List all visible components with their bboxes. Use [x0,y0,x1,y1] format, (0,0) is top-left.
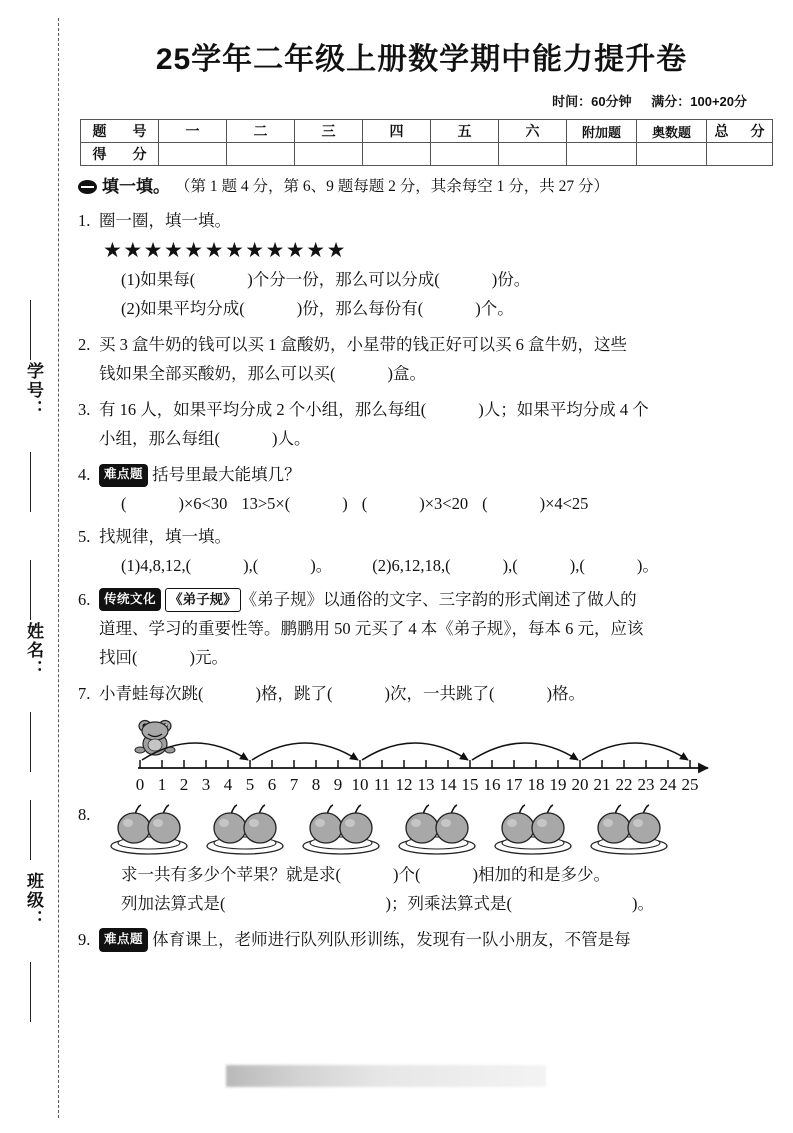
question-8-line-1c: )相加的和是多少。 [472,864,610,884]
sequence-1-end: )。 [310,556,333,576]
question-1-number: 1. [78,210,91,230]
question-7-line-1d: )格。 [546,683,585,703]
exam-meta [78,91,747,110]
question-4-number: 4. [78,465,91,485]
equation-4-pre: ( [482,494,488,514]
table-col-olympiad: 奥数题 [637,120,707,143]
score-cell-2[interactable] [227,143,295,166]
section-title: 填一填。 [102,177,170,196]
svg-text:14: 14 [439,774,457,794]
score-cell-olympiad[interactable] [637,143,707,166]
table-col-bonus: 附加题 [567,120,637,143]
question-3-line-2a: 小组，那么每组( [99,429,220,449]
svg-text:8: 8 [311,774,321,794]
table-rowhead-question: 题 号 [81,120,159,143]
question-3 [78,397,765,455]
score-cell-total[interactable] [707,143,773,166]
question-4-stem-row [99,462,765,488]
table-row-question-numbers [81,120,773,143]
equation-1-pre: ( [121,494,127,514]
question-2-line-2b: )盒。 [387,364,426,384]
questions-container [78,174,765,956]
question-2-line-2a: 钱如果全部买酸奶，那么可以买( [99,364,336,384]
question-1-sub-2-post: )个。 [475,298,514,318]
question-1-sub-2 [99,296,765,322]
question-8-number: 8. [78,804,91,824]
svg-text:5: 5 [245,774,255,794]
sequence-1-mid: ),( [243,556,259,576]
table-col-6: 六 [499,120,567,143]
svg-text:11: 11 [373,774,391,794]
question-3-line-1 [99,397,765,423]
score-table [80,119,773,166]
question-1-sub-2-label: (2) [121,298,141,318]
student-id-label: 学号： [24,362,43,419]
svg-text:15: 15 [461,774,479,794]
question-1-sub-1 [99,267,765,293]
question-3-number: 3. [78,400,91,420]
culture-badge: 传统文化 [99,588,161,611]
question-7 [78,681,765,710]
apple-plate-icon [487,802,579,856]
svg-text:7: 7 [289,774,299,794]
page-title: 25学年二年级上册数学期中能力提升卷 [155,43,688,76]
score-cell-1[interactable] [159,143,227,166]
redaction-bar [226,1065,546,1087]
svg-text:9: 9 [333,774,343,794]
svg-text:17: 17 [505,774,523,794]
sequence-2-mid1: ),( [502,556,518,576]
question-3-line-2 [99,426,765,452]
question-6-line-3b: )元。 [189,647,228,667]
question-6 [78,587,765,674]
table-col-5: 五 [431,120,499,143]
svg-text:25: 25 [681,774,699,794]
svg-text:10: 10 [351,774,369,794]
question-9-text: 体育课上，老师进行队列队形训练，发现有一队小朋友，不管是每 [152,929,631,949]
fold-dashed-line [58,18,59,1118]
equation-2-pre: 13>5×( [241,494,291,514]
question-6-line-2: 道理、学习的重要性等。鹏鹏用 50 元买了 4 本《弟子规》，每本 6 元，应该 [99,618,644,638]
question-3-line-2b: )人。 [272,429,311,449]
score-cell-4[interactable] [363,143,431,166]
question-7-number: 7. [78,683,91,703]
sequence-2 [372,553,659,579]
svg-text:13: 13 [417,774,435,794]
sequence-2-start: 6,12,18,( [391,556,451,576]
equation-1 [121,491,227,517]
svg-text:3: 3 [201,774,211,794]
question-6-text-1: 《弟子规》以通俗的文字、三字韵的形式阐述了做人的 [240,589,637,609]
svg-text:24: 24 [659,774,677,794]
sequence-2-mid2: ),( [569,556,585,576]
question-1-sub-1-pre: 如果每( [140,269,196,289]
svg-text:1: 1 [157,774,167,794]
apple-plate-icon [391,802,483,856]
question-9-line-1 [99,927,765,953]
svg-text:19: 19 [549,774,567,794]
question-4 [78,462,765,517]
student-name-label: 姓名： [24,622,43,679]
question-2 [78,332,765,390]
question-8-line-1a: 求一共有多少个苹果？就是求( [121,864,341,884]
equation-4 [482,491,588,517]
question-7-line-1a: 小青蛙每次跳( [99,683,204,703]
question-4-stem: 括号里最大能填几？ [152,465,301,485]
book-title-badge: 《弟子规》 [165,588,241,612]
difficulty-badge: 难点题 [99,928,148,951]
question-5-number: 5. [78,527,91,547]
question-1-sub-1-label: (1) [121,269,141,289]
difficulty-badge: 难点题 [99,464,148,487]
margin-rail [0,0,66,1133]
question-1-sub-2-mid: )份，那么每份有( [296,298,424,318]
question-8 [78,802,765,920]
rail-rule-top [30,300,31,360]
exam-sheet [66,0,793,1133]
question-6-line-1 [99,587,765,613]
time-limit: 时间：60分钟 [552,94,632,109]
apple-plates-figure [99,802,765,856]
score-cell-6[interactable] [499,143,567,166]
question-1 [78,208,765,325]
table-col-1: 一 [159,120,227,143]
apple-plate-icon [295,802,387,856]
table-col-total: 总 分 [707,120,773,143]
number-line [130,720,720,798]
svg-text:4: 4 [223,774,233,794]
svg-text:18: 18 [527,774,545,794]
section-marker-icon [78,180,97,194]
svg-text:20: 20 [571,774,589,794]
table-col-3: 三 [295,120,363,143]
sequence-1 [121,553,332,579]
question-3-line-1b: )人；如果平均分成 4 个 [478,400,649,420]
svg-text:23: 23 [637,774,655,794]
question-5-stem: 找规律，填一填。 [99,527,231,547]
score-cell-bonus[interactable] [567,143,637,166]
question-2-line-1: 买 3 盒牛奶的钱可以买 1 盒酸奶，小星带的钱正好可以买 6 盒牛奶，这些 [99,335,627,355]
class-label: 班级： [24,872,43,929]
equation-3 [362,491,468,517]
table-rowhead-score: 得 分 [81,143,159,166]
number-line-figure [130,714,720,800]
apple-plate-icon [103,802,195,856]
svg-text:21: 21 [593,774,611,794]
sequence-1-label: (1) [121,556,141,576]
svg-text:16: 16 [483,774,501,794]
sequence-2-label: (2) [372,556,392,576]
rail-rule-lower-mid [30,712,31,772]
equation-1-post: )×6<30 [178,494,228,514]
question-8-line-1b: )个( [393,864,421,884]
sequence-1-start: 4,8,12,( [140,556,192,576]
question-8-line-2 [99,891,765,917]
table-row-scores [81,143,773,166]
sequence-2-end: )。 [636,556,659,576]
question-6-line-3a: 找回( [99,647,138,667]
section-heading-fill-in [78,174,765,201]
apple-plate-icon [199,802,291,856]
svg-text:6: 6 [267,774,277,794]
question-8-line-2a: 列加法算式是( [121,893,226,913]
svg-text:2: 2 [179,774,189,794]
table-col-2: 二 [227,120,295,143]
rail-rule-bottom [30,962,31,1022]
question-2-line-2 [99,361,765,387]
question-7-line-1b: )格，跳了( [255,683,333,703]
equation-2-post: ) [342,494,348,514]
question-1-sub-1-post: )份。 [491,269,531,289]
question-1-sub-1-mid: )个分一份，那么可以分成( [247,269,440,289]
question-4-equations [99,491,765,517]
question-8-line-2c: )。 [632,893,654,913]
rail-rule-upper-mid [30,452,31,512]
question-3-line-1a: 有 16 人，如果平均分成 2 个小组，那么每组( [99,400,427,420]
section-scoring: （第 1 题 4 分，第 6、9 题每题 2 分，其余每空 1 分，共 27 分） [175,178,610,196]
equation-3-post: )×3<20 [419,494,469,514]
equation-3-pre: ( [361,494,368,514]
question-9-number: 9. [78,929,91,949]
table-col-4: 四 [363,120,431,143]
svg-text:22: 22 [615,774,633,794]
score-cell-5[interactable] [431,143,499,166]
question-8-line-1 [99,862,765,888]
question-6-line-3 [99,645,765,671]
equation-2 [241,491,347,517]
full-score: 满分：100+20分 [651,94,747,109]
question-1-sub-2-pre: 如果平均分成( [140,298,245,318]
star-row: ★★★★★★★★★★★★ [103,237,347,262]
question-5 [78,524,765,579]
question-7-line-1c: )次，一共跳了( [384,683,495,703]
question-8-line-2b: )；列乘法算式是( [385,893,512,913]
question-9 [78,927,765,956]
rail-rule-lower [30,800,31,860]
question-6-number: 6. [78,589,91,609]
question-2-number: 2. [78,335,91,355]
rail-rule-mid [30,560,31,620]
equation-4-post: )×4<25 [539,494,589,514]
question-1-stem: 圈一圈，填一填。 [99,210,231,230]
question-5-sequences [99,553,765,579]
svg-text:12: 12 [395,774,413,794]
apple-plate-icon [583,802,675,856]
score-cell-3[interactable] [295,143,363,166]
question-7-line-1 [99,681,765,707]
svg-text:0: 0 [135,774,145,794]
